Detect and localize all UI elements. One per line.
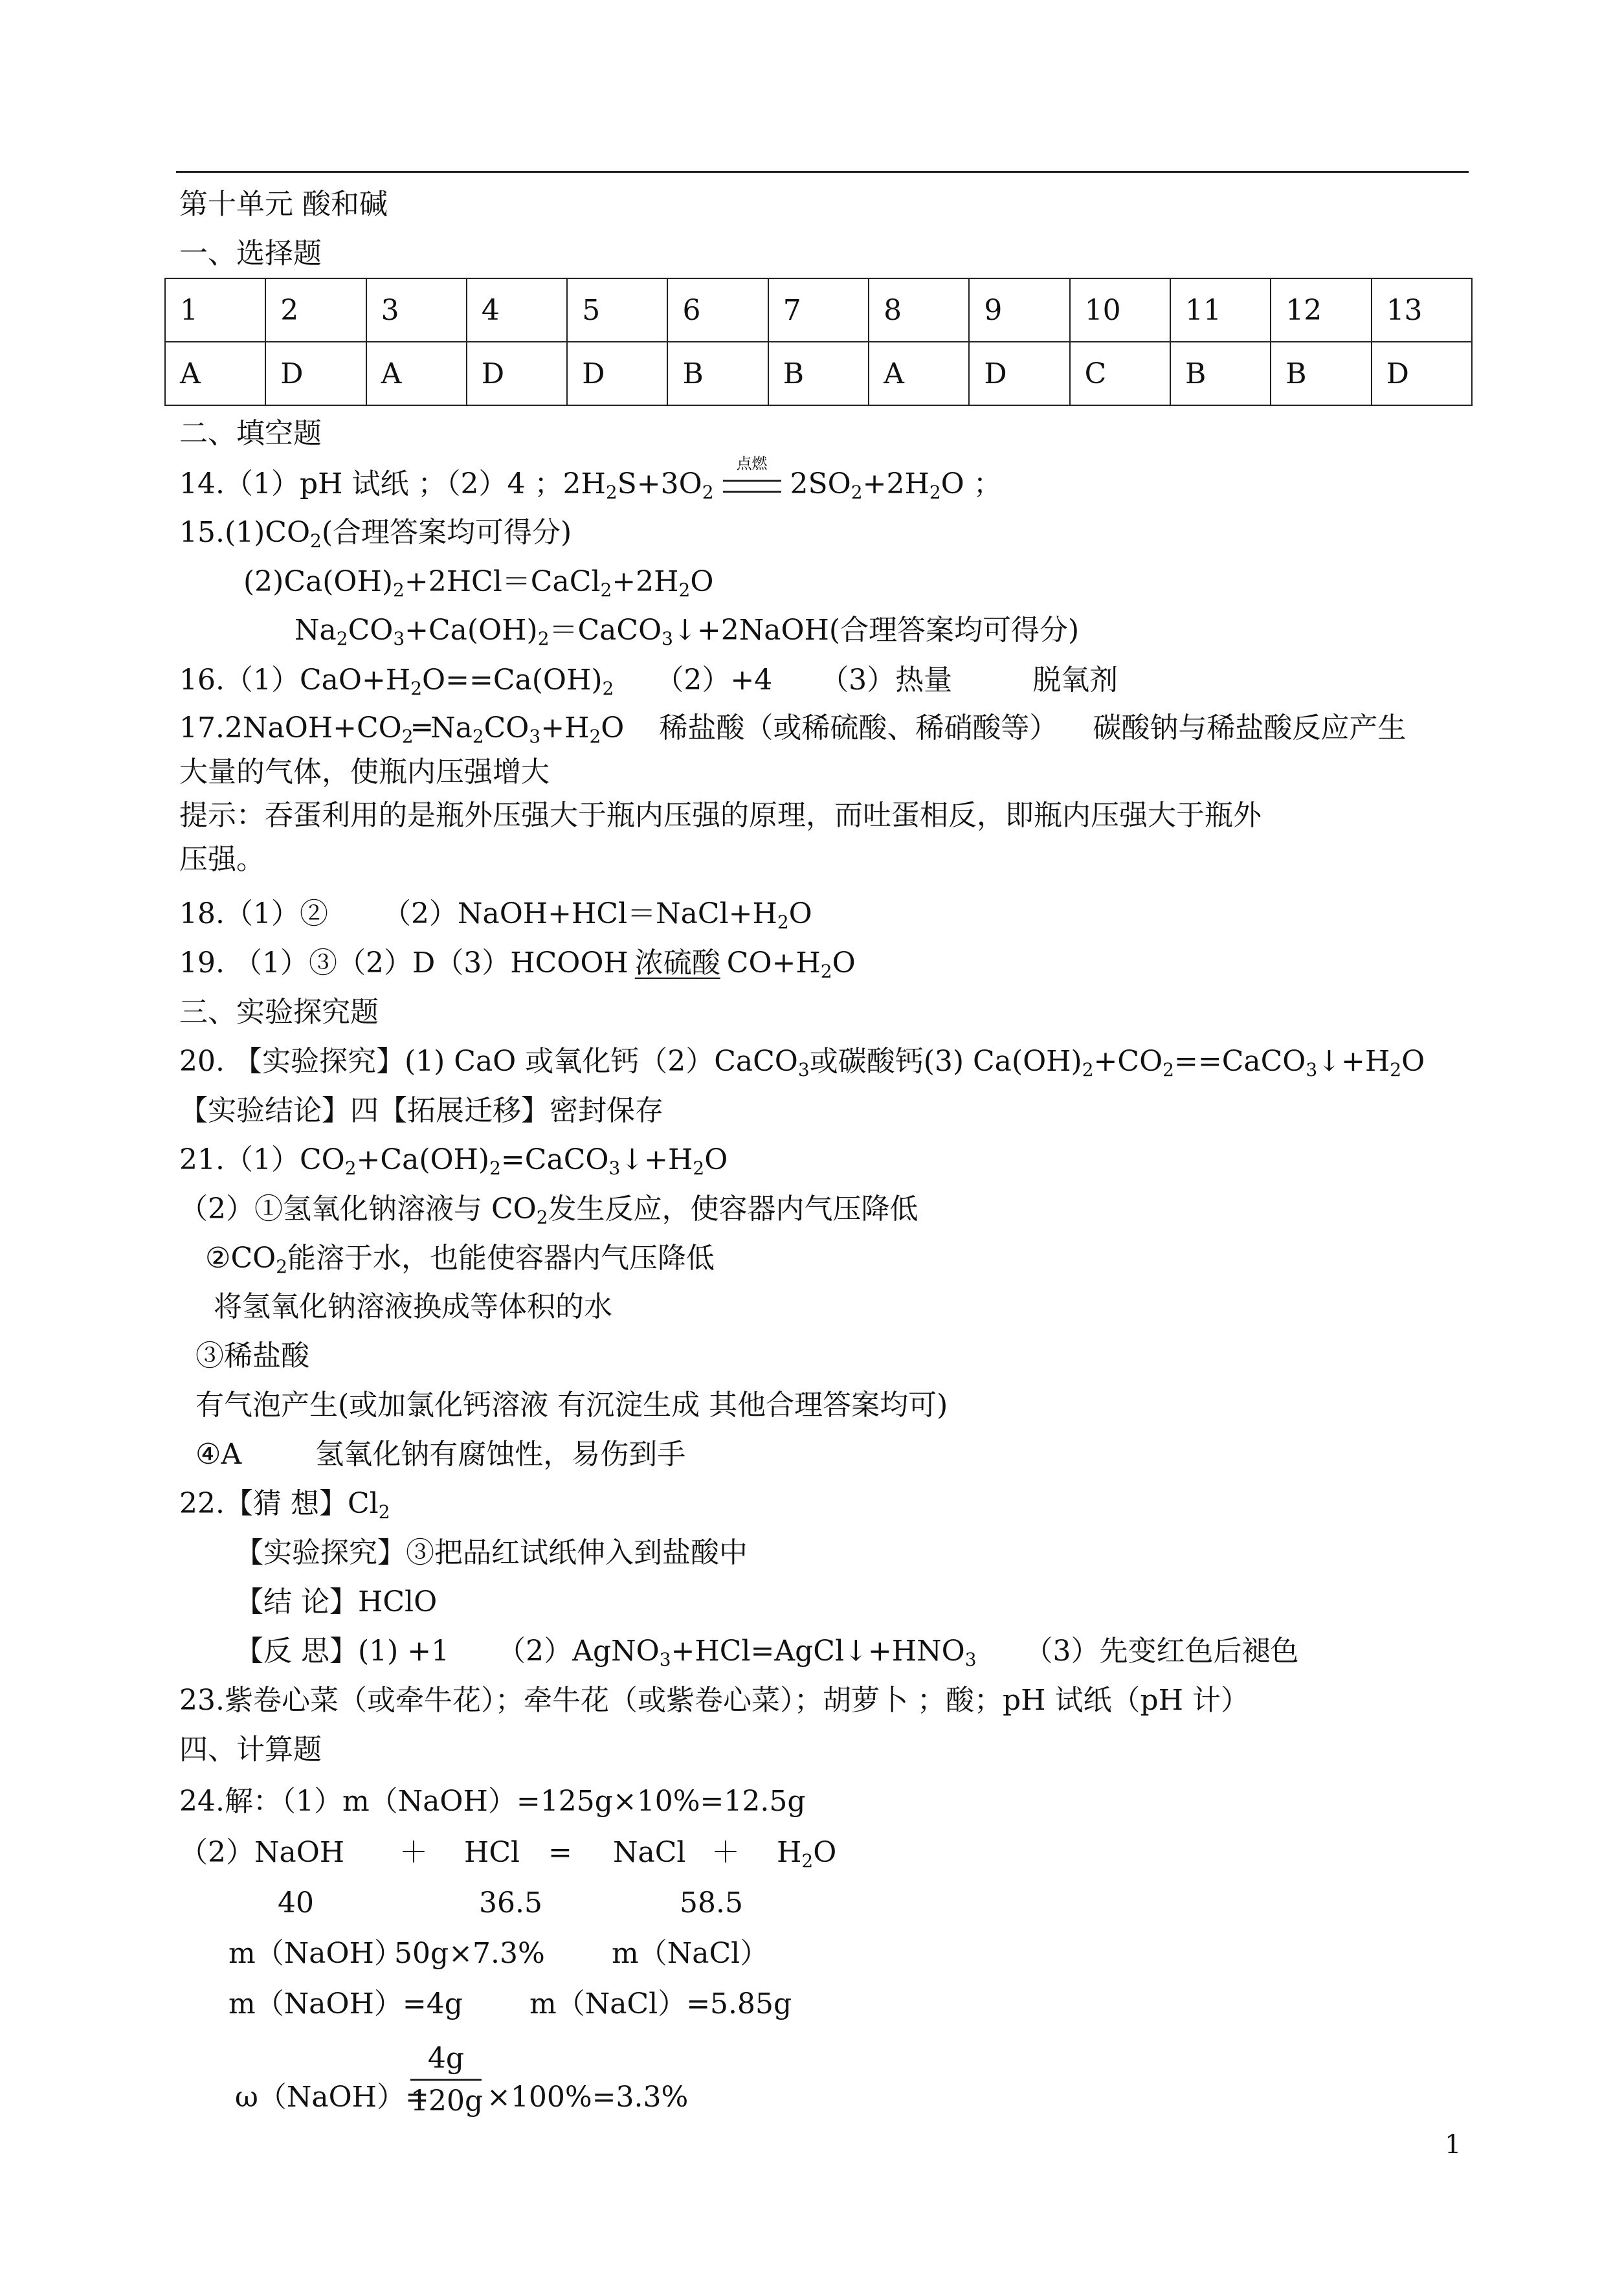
- text-run: 50g×7.3%: [394, 1937, 545, 1970]
- q19-line: [179, 946, 856, 982]
- table-cell: D: [969, 342, 1069, 405]
- table-cell: B: [1271, 342, 1371, 405]
- subscript: 2: [344, 1158, 357, 1179]
- unit-title: 第十单元 酸和碱: [179, 188, 388, 221]
- subscript: 2: [1162, 1059, 1174, 1080]
- text-run: +2HCl＝CaCl: [404, 565, 601, 598]
- fraction-denominator: 120g: [410, 2085, 484, 2118]
- text-run: 40: [278, 1886, 314, 1919]
- subscript: 2: [537, 628, 550, 649]
- table-cell: 6: [667, 278, 768, 342]
- reaction-condition-underlined: 浓硫酸: [634, 946, 720, 979]
- subscript: 2: [310, 530, 322, 552]
- text-run: H: [777, 1836, 802, 1869]
- text-run: （3）先变红色后褪色: [1024, 1635, 1299, 1668]
- q21-line-4: 将氢氧化钠溶液换成等体积的水: [214, 1290, 612, 1323]
- subscript: 3: [393, 628, 405, 649]
- table-cell: 2: [265, 278, 366, 342]
- table-cell: 12: [1271, 278, 1371, 342]
- text-run: NaCl: [613, 1836, 686, 1869]
- subscript: 3: [964, 1649, 977, 1670]
- text-run: O: [832, 946, 856, 979]
- text-run: +HCl=AgCl↓+HNO: [671, 1635, 965, 1668]
- text-run: m（NaCl）: [612, 1937, 769, 1970]
- q24-result-line: [179, 1987, 891, 2022]
- table-cell: 11: [1170, 278, 1271, 342]
- q21-line-2: [179, 1192, 918, 1228]
- text-run: （2）AgNO: [497, 1635, 660, 1668]
- text-run: CO: [348, 614, 394, 647]
- text-run: O: [1401, 1045, 1425, 1078]
- table-cell: D: [1372, 342, 1472, 405]
- subscript: 2: [276, 1256, 288, 1277]
- section-heading-1: 一、选择题: [179, 237, 322, 270]
- text-run: CO+H: [726, 946, 821, 979]
- q21-line-7: [195, 1440, 685, 1469]
- text-run: CO: [484, 711, 529, 744]
- table-cell: D: [265, 342, 366, 405]
- top-rule: [176, 171, 1469, 173]
- text-run: ②CO: [205, 1242, 276, 1275]
- fraction-numerator: 4g: [427, 2042, 465, 2075]
- table-cell: D: [467, 342, 567, 405]
- q22-line-3: 【结 论】HClO: [235, 1585, 438, 1618]
- text-run: m（NaOH）: [228, 1937, 403, 1970]
- answer-table: [164, 278, 1473, 406]
- text-run: 发生反应，使容器内气压降低: [548, 1192, 918, 1225]
- q23-line: 23.紫卷心菜（或牵牛花）；牵牛花（或紫卷心菜）；胡萝卜 ；酸；pH 试纸（pH 计）: [179, 1684, 1250, 1717]
- text-run: 2SO: [781, 467, 851, 500]
- fraction-bar: [410, 2079, 482, 2081]
- text-run: （2）+4: [655, 664, 773, 697]
- q24-fraction: [410, 2042, 482, 2118]
- text-run: O: [813, 1836, 837, 1869]
- table-cell: 9: [969, 278, 1069, 342]
- q24-line-1: 24.解：（1）m（NaOH）=125g×10%=12.5g: [179, 1785, 806, 1818]
- table-cell: 5: [567, 278, 667, 342]
- text-run: S+3O: [617, 467, 702, 500]
- page-number: 1: [1445, 2130, 1462, 2160]
- text-run: 15.(1)CO: [179, 516, 311, 549]
- text-run: 19. （1）③（2）D（3）HCOOH: [179, 946, 628, 979]
- text-run: 碳酸钠与稀盐酸反应产生: [1093, 711, 1407, 744]
- table-cell: 7: [768, 278, 869, 342]
- subscript: 2: [801, 1850, 814, 1872]
- text-run: O ；: [940, 467, 1002, 500]
- text-run: +H: [540, 711, 590, 744]
- subscript: 2: [693, 1158, 705, 1179]
- table-cell: A: [165, 342, 265, 405]
- reaction-condition: 点燃: [736, 454, 768, 473]
- subscript: 3: [662, 628, 673, 649]
- subscript: 2: [401, 726, 414, 747]
- double-bar: [723, 480, 781, 493]
- q22-line-4: [235, 1635, 1299, 1670]
- q24-molar-mass-line: [179, 1886, 891, 1921]
- text-run: HCl: [464, 1836, 520, 1869]
- q21-line-1: [179, 1143, 728, 1179]
- text-run: +CO: [1093, 1045, 1163, 1078]
- text-run: +Ca(OH): [356, 1143, 490, 1176]
- table-cell: 1: [165, 278, 265, 342]
- q21-line-5: ③稀盐酸: [195, 1339, 309, 1372]
- subscript: 2: [393, 579, 405, 601]
- table-cell: D: [567, 342, 667, 405]
- subscript: 2: [851, 482, 863, 503]
- text-run: （2）①氢氧化钠溶液与 CO: [179, 1192, 537, 1225]
- text-run: 脱氧剂: [1032, 664, 1118, 697]
- text-run: 14.（1）pH 试纸 ；（2）4 ；2H: [179, 467, 606, 500]
- q24-equation-line: [179, 1836, 891, 1872]
- text-run: (合理答案均可得分): [321, 516, 572, 549]
- q22-line-1: [179, 1487, 390, 1523]
- text-run: ④A: [195, 1438, 242, 1471]
- equals-sign: =: [548, 1836, 572, 1869]
- text-run: O: [690, 565, 714, 598]
- q20-line-1: [179, 1045, 1425, 1080]
- text-run: 17.2NaOH+CO: [179, 711, 402, 744]
- q20-line-2: 【实验结论】四【拓展迁移】密封保存: [179, 1094, 663, 1127]
- table-cell: 10: [1070, 278, 1170, 342]
- answer-table-answer-row: [165, 342, 1472, 405]
- subscript: 2: [536, 1207, 548, 1228]
- text-run: 稀盐酸（或稀硫酸、稀硝酸等）: [659, 711, 1058, 744]
- text-run: +2H: [862, 467, 929, 500]
- q15-line-3: [295, 614, 1080, 649]
- text-run: O: [601, 711, 625, 744]
- text-run: m（NaOH）=4g: [228, 1987, 463, 2020]
- table-cell: 3: [366, 278, 467, 342]
- text-run: +2H: [612, 565, 679, 598]
- text-run: 18.（1）②: [179, 897, 328, 930]
- table-cell: 8: [869, 278, 969, 342]
- subscript: 2: [378, 1501, 390, 1523]
- plus-sign: ＋: [399, 1836, 428, 1869]
- text-run: ↓+H: [620, 1143, 693, 1176]
- q24-mass-line: [179, 1937, 891, 1972]
- table-cell: B: [1170, 342, 1271, 405]
- text-run: ↓+2NaOH(合理答案均可得分): [673, 614, 1080, 647]
- q22-line-2: 【实验探究】③把品红试纸伸入到盐酸中: [235, 1536, 748, 1569]
- table-cell: A: [869, 342, 969, 405]
- table-cell: 13: [1372, 278, 1472, 342]
- text-run: 16.（1）CaO+H: [179, 664, 411, 697]
- reaction-condition-arrow: [723, 454, 781, 498]
- text-run: =CaCO: [500, 1143, 609, 1176]
- table-cell: B: [667, 342, 768, 405]
- text-run: Na: [295, 614, 337, 647]
- q17-hint-line-1: 提示：吞蛋利用的是瓶外压强大于瓶内压强的原理，而吐蛋相反，即瓶内压强大于瓶外: [179, 799, 1262, 832]
- answer-table-number-row: [165, 278, 1472, 342]
- subscript: 3: [608, 1158, 621, 1179]
- text-run: ↓+H: [1317, 1045, 1390, 1078]
- subscript: 2: [777, 912, 789, 933]
- q17-hint-line-2: 压强。: [179, 843, 265, 876]
- section-heading-4: 四、计算题: [179, 1733, 322, 1766]
- text-run: ═Na: [413, 711, 473, 744]
- text-run: 36.5: [479, 1886, 542, 1919]
- subscript: 3: [529, 726, 541, 747]
- section-heading-3: 三、实验探究题: [179, 996, 379, 1029]
- subscript: 3: [1306, 1059, 1318, 1080]
- table-cell: 4: [467, 278, 567, 342]
- subscript: 2: [410, 678, 423, 699]
- q15-line-1: [179, 516, 572, 552]
- table-cell: B: [768, 342, 869, 405]
- subscript: 2: [336, 628, 348, 649]
- subscript: 2: [820, 961, 832, 982]
- water-formula: [777, 1836, 837, 1872]
- subscript: 3: [797, 1059, 810, 1080]
- q18-line: [179, 897, 812, 933]
- q14-line: [179, 454, 1002, 503]
- subscript: 2: [1082, 1059, 1094, 1080]
- q15-line-2: [243, 565, 714, 601]
- text-run: ＝CaCO: [549, 614, 662, 647]
- text-run: 21.（1）CO: [179, 1143, 345, 1176]
- text-run: 22.【猜 想】Cl: [179, 1487, 379, 1520]
- q17-line-1: [179, 711, 1407, 747]
- text-run: （3）热量: [820, 664, 953, 697]
- text-run: 氢氧化钠有腐蚀性，易伤到手: [315, 1438, 686, 1471]
- text-run: (2)Ca(OH): [243, 565, 393, 598]
- subscript: 3: [659, 1649, 671, 1670]
- text-run: 或碳酸钙(3) Ca(OH): [809, 1045, 1082, 1078]
- text-run: m（NaCl）=5.85g: [529, 1987, 792, 2020]
- text-run: （2）NaOH+HCl＝NaCl+H: [382, 897, 777, 930]
- plus-sign: ＋: [711, 1836, 740, 1869]
- table-cell: C: [1070, 342, 1170, 405]
- text-run: O: [788, 897, 812, 930]
- text-run: （2）NaOH: [179, 1836, 345, 1869]
- text-run: +Ca(OH): [405, 614, 538, 647]
- text-run: 【反 思】(1) +1: [235, 1635, 450, 1668]
- subscript: 2: [1390, 1059, 1402, 1080]
- text-run: 能溶于水，也能使容器内气压降低: [287, 1242, 715, 1275]
- text-run: 58.5: [680, 1886, 743, 1919]
- text-run: 20. 【实验探究】(1) CaO 或氧化钙（2）CaCO: [179, 1045, 798, 1078]
- subscript: 2: [589, 726, 601, 747]
- q16-line: [179, 664, 1118, 699]
- subscript: 2: [489, 1158, 501, 1179]
- text-run: O==Ca(OH): [422, 664, 603, 697]
- subscript: 2: [929, 482, 941, 503]
- q21-line-6: 有气泡产生(或加氯化钙溶液 有沉淀生成 其他合理答案均可): [195, 1389, 948, 1422]
- q24-fraction-rhs: ×100%=3.3%: [487, 2081, 689, 2114]
- subscript: 2: [605, 482, 617, 503]
- subscript: 2: [600, 579, 612, 601]
- table-cell: A: [366, 342, 467, 405]
- q24-fraction-lhs: ω（NaOH）=: [235, 2081, 429, 2114]
- subscript: 2: [602, 678, 614, 699]
- subscript: 2: [678, 579, 691, 601]
- q21-line-3: [205, 1242, 715, 1277]
- text-run: O: [704, 1143, 728, 1176]
- subscript: 2: [472, 726, 484, 747]
- q17-line-2: 大量的气体，使瓶内压强增大: [179, 755, 550, 789]
- subscript: 2: [702, 482, 714, 503]
- text-run: ==CaCO: [1174, 1045, 1306, 1078]
- section-heading-2: 二、填空题: [179, 417, 322, 450]
